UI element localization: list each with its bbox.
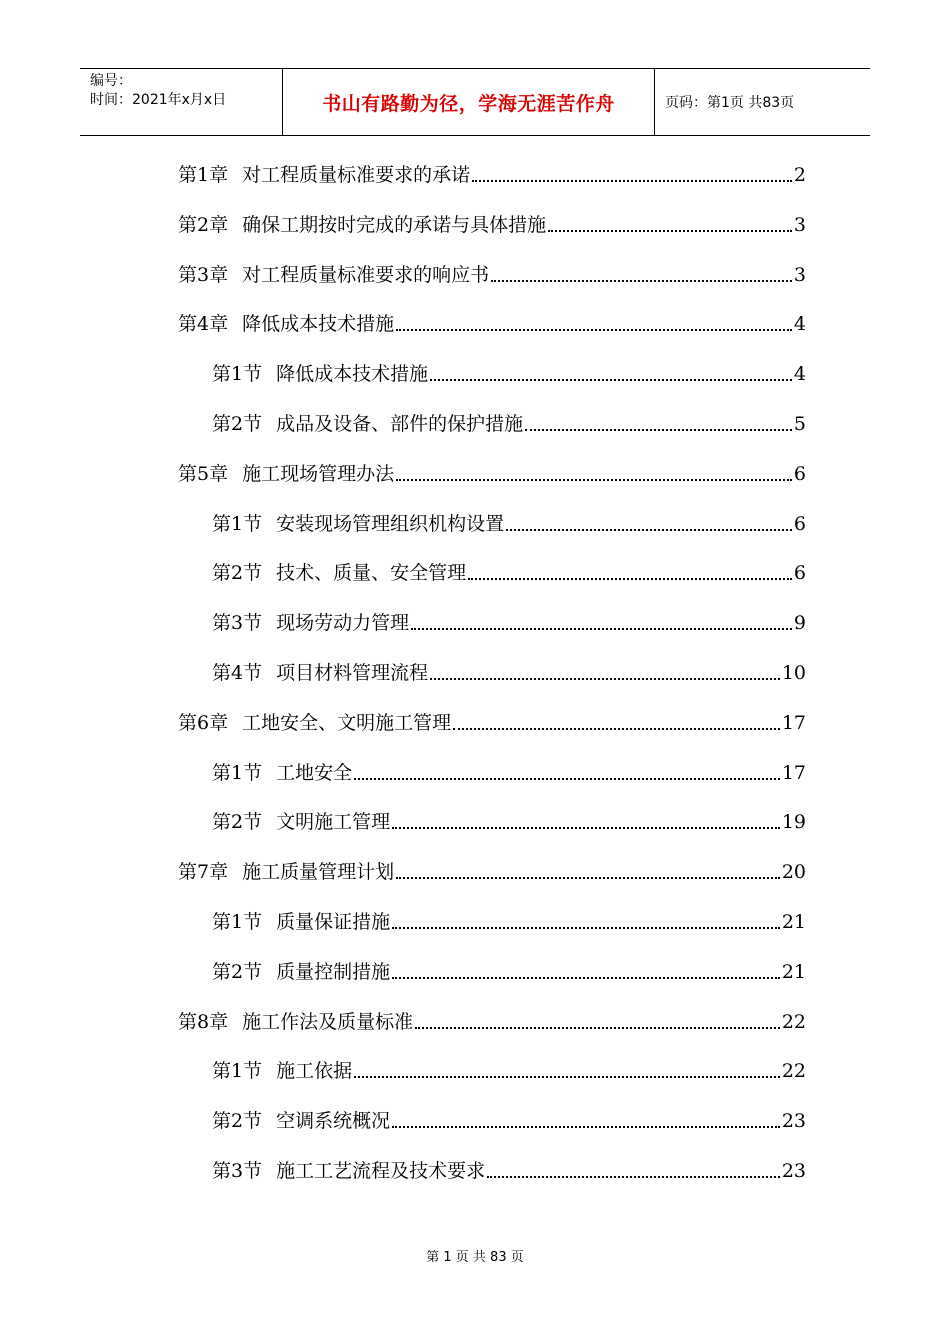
toc-entry-page: 20 bbox=[781, 861, 806, 884]
toc-entry-page: 3 bbox=[793, 263, 806, 286]
toc-dot-leader bbox=[525, 429, 792, 431]
toc-entry-label bbox=[212, 907, 390, 937]
toc-entry[interactable] bbox=[212, 608, 806, 638]
toc-entry-page: 23 bbox=[781, 1160, 806, 1182]
toc-entry[interactable] bbox=[178, 309, 806, 339]
toc-entry-label bbox=[178, 210, 546, 240]
toc-entry-label bbox=[212, 359, 428, 389]
toc-entry-label bbox=[178, 708, 451, 738]
toc-dot-leader bbox=[430, 379, 792, 381]
toc-entry-page: 2 bbox=[793, 164, 806, 186]
toc-entry-page: 22 bbox=[781, 1010, 806, 1033]
toc-entry[interactable] bbox=[212, 807, 806, 837]
toc-entry-number: 第1节 bbox=[212, 1060, 263, 1083]
toc-entry-page: 5 bbox=[793, 413, 806, 435]
toc-entry-title: 对工程质量标准要求的响应书 bbox=[242, 263, 490, 286]
toc-entry-label bbox=[212, 807, 390, 837]
toc-entry-number: 第7章 bbox=[178, 861, 229, 884]
toc-entry[interactable] bbox=[212, 1106, 806, 1136]
toc-entry-title: 施工作法及质量标准 bbox=[242, 1010, 414, 1033]
toc-entry-number: 第2章 bbox=[178, 213, 229, 236]
header-motto: 书山有路勤为径，学海无涯苦作舟 bbox=[282, 69, 655, 135]
toc-entry-page: 21 bbox=[781, 911, 806, 933]
toc-dot-leader bbox=[396, 479, 792, 481]
toc-entry-number: 第2节 bbox=[212, 811, 263, 834]
toc-entry-label bbox=[212, 409, 523, 439]
toc-entry-label bbox=[212, 509, 504, 539]
toc-entry[interactable] bbox=[212, 907, 806, 937]
toc-entry-label bbox=[178, 857, 394, 887]
toc-entry-title: 空调系统概况 bbox=[276, 1110, 391, 1133]
toc-entry-title: 技术、质量、安全管理 bbox=[276, 562, 467, 585]
toc-entry-page: 19 bbox=[781, 811, 806, 834]
toc-entry-title: 质量保证措施 bbox=[276, 911, 391, 933]
toc-entry[interactable] bbox=[178, 260, 806, 290]
toc-dot-leader bbox=[453, 728, 780, 730]
toc-entry[interactable] bbox=[178, 708, 806, 738]
toc-entry-page: 6 bbox=[793, 512, 806, 535]
toc-entry-page: 23 bbox=[781, 1110, 806, 1133]
toc-entry-number: 第1节 bbox=[212, 911, 263, 933]
toc-entry-page: 4 bbox=[793, 313, 806, 336]
toc-entry-page: 3 bbox=[793, 213, 806, 236]
toc-dot-leader bbox=[411, 628, 792, 630]
toc-entry-number: 第2节 bbox=[212, 960, 263, 983]
toc-entry-number: 第2节 bbox=[212, 413, 263, 435]
toc-entry-number: 第5章 bbox=[178, 462, 229, 485]
toc-entry-label bbox=[212, 558, 466, 588]
toc-entry-page: 6 bbox=[793, 462, 806, 485]
toc-entry-label bbox=[212, 957, 390, 987]
toc-dot-leader bbox=[468, 578, 792, 580]
toc-entry-page: 4 bbox=[793, 363, 806, 386]
toc-dot-leader bbox=[430, 678, 780, 680]
toc-entry[interactable] bbox=[212, 1156, 806, 1186]
toc-entry-label bbox=[212, 1056, 352, 1086]
toc-entry-number: 第3节 bbox=[212, 612, 263, 635]
toc-entry-page: 6 bbox=[793, 562, 806, 585]
header-page-label: 页码：第1页 共83页 bbox=[665, 95, 795, 111]
toc-entry-label bbox=[178, 260, 489, 290]
toc-entry-number: 第1章 bbox=[178, 164, 229, 186]
toc-entry-number: 第1节 bbox=[212, 363, 263, 386]
toc-dot-leader bbox=[392, 977, 780, 979]
toc-dot-leader bbox=[472, 180, 792, 182]
toc-entry-title: 施工工艺流程及技术要求 bbox=[276, 1160, 486, 1182]
toc-dot-leader bbox=[396, 877, 780, 879]
toc-dot-leader bbox=[392, 1126, 780, 1128]
toc-entry-page: 21 bbox=[781, 960, 806, 983]
toc-entry[interactable] bbox=[212, 1056, 806, 1086]
toc-entry[interactable] bbox=[178, 1007, 806, 1037]
toc-entry-title: 工地安全、文明施工管理 bbox=[242, 711, 452, 734]
toc-entry-title: 降低成本技术措施 bbox=[242, 313, 395, 336]
document-number-label: 编号： bbox=[90, 73, 132, 89]
toc-entry-title: 文明施工管理 bbox=[276, 811, 391, 834]
toc-entry-label bbox=[212, 658, 428, 688]
toc-entry-title: 确保工期按时完成的承诺与具体措施 bbox=[242, 213, 547, 236]
header-meta bbox=[80, 69, 282, 135]
toc-entry[interactable] bbox=[212, 558, 806, 588]
toc-dot-leader bbox=[354, 778, 780, 780]
toc-dot-leader bbox=[415, 1027, 780, 1029]
toc-entry-number: 第8章 bbox=[178, 1010, 229, 1033]
toc-entry[interactable] bbox=[178, 160, 806, 190]
toc-entry-label bbox=[178, 1007, 413, 1037]
toc-entry-title: 工地安全 bbox=[276, 761, 353, 784]
toc-dot-leader bbox=[487, 1176, 780, 1178]
toc-dot-leader bbox=[392, 927, 780, 929]
toc-entry-page: 22 bbox=[781, 1060, 806, 1083]
toc-dot-leader bbox=[548, 230, 792, 232]
toc-entry-label bbox=[178, 160, 470, 190]
toc-entry[interactable] bbox=[212, 758, 806, 788]
toc-entry-number: 第1节 bbox=[212, 512, 263, 535]
toc-entry-page: 9 bbox=[793, 612, 806, 635]
toc-entry-title: 质量控制措施 bbox=[276, 960, 391, 983]
toc-dot-leader bbox=[396, 329, 792, 331]
toc-entry-page: 17 bbox=[781, 761, 806, 784]
toc-entry-title: 施工质量管理计划 bbox=[242, 861, 395, 884]
toc-entry[interactable] bbox=[178, 210, 806, 240]
toc-entry-page: 17 bbox=[781, 711, 806, 734]
document-time-label: 时间：2021年x月x日 bbox=[90, 92, 227, 108]
toc-entry-title: 项目材料管理流程 bbox=[276, 662, 429, 684]
toc-entry[interactable] bbox=[178, 459, 806, 489]
toc-entry[interactable] bbox=[212, 658, 806, 688]
toc-entry-title: 降低成本技术措施 bbox=[276, 363, 429, 386]
toc-entry-label bbox=[178, 309, 394, 339]
toc-entry[interactable] bbox=[212, 359, 806, 389]
toc-entry[interactable] bbox=[212, 957, 806, 987]
page-header bbox=[80, 68, 870, 136]
toc-entry-number: 第3章 bbox=[178, 263, 229, 286]
toc-entry-title: 现场劳动力管理 bbox=[276, 612, 410, 635]
toc-entry-number: 第4节 bbox=[212, 662, 263, 684]
toc-entry-title: 对工程质量标准要求的承诺 bbox=[242, 164, 471, 186]
toc-entry-label bbox=[212, 758, 352, 788]
toc-entry-label bbox=[212, 1106, 390, 1136]
toc-entry-number: 第1节 bbox=[212, 761, 263, 784]
toc-entry-number: 第2节 bbox=[212, 1110, 263, 1133]
toc-entry-title: 安装现场管理组织机构设置 bbox=[276, 512, 505, 535]
toc-entry[interactable] bbox=[212, 509, 806, 539]
toc-entry-label bbox=[212, 608, 409, 638]
toc-entry-label bbox=[178, 459, 394, 489]
toc-entry-label bbox=[212, 1156, 485, 1186]
toc-entry-title: 成品及设备、部件的保护措施 bbox=[276, 413, 524, 435]
page-footer: 第 1 页 共 83 页 bbox=[426, 1250, 524, 1265]
toc-entry-number: 第4章 bbox=[178, 313, 229, 336]
toc-dot-leader bbox=[506, 529, 792, 531]
toc-entry-page: 10 bbox=[781, 662, 806, 684]
toc-entry-title: 施工依据 bbox=[276, 1060, 353, 1083]
toc-entry[interactable] bbox=[178, 857, 806, 887]
toc-entry-number: 第6章 bbox=[178, 711, 229, 734]
toc-entry-number: 第2节 bbox=[212, 562, 263, 585]
toc-entry-title: 施工现场管理办法 bbox=[242, 462, 395, 485]
toc-dot-leader bbox=[491, 280, 792, 282]
toc-dot-leader bbox=[392, 827, 780, 829]
toc-entry-number: 第3节 bbox=[212, 1160, 263, 1182]
toc-entry[interactable] bbox=[212, 409, 806, 439]
toc-dot-leader bbox=[354, 1076, 780, 1078]
